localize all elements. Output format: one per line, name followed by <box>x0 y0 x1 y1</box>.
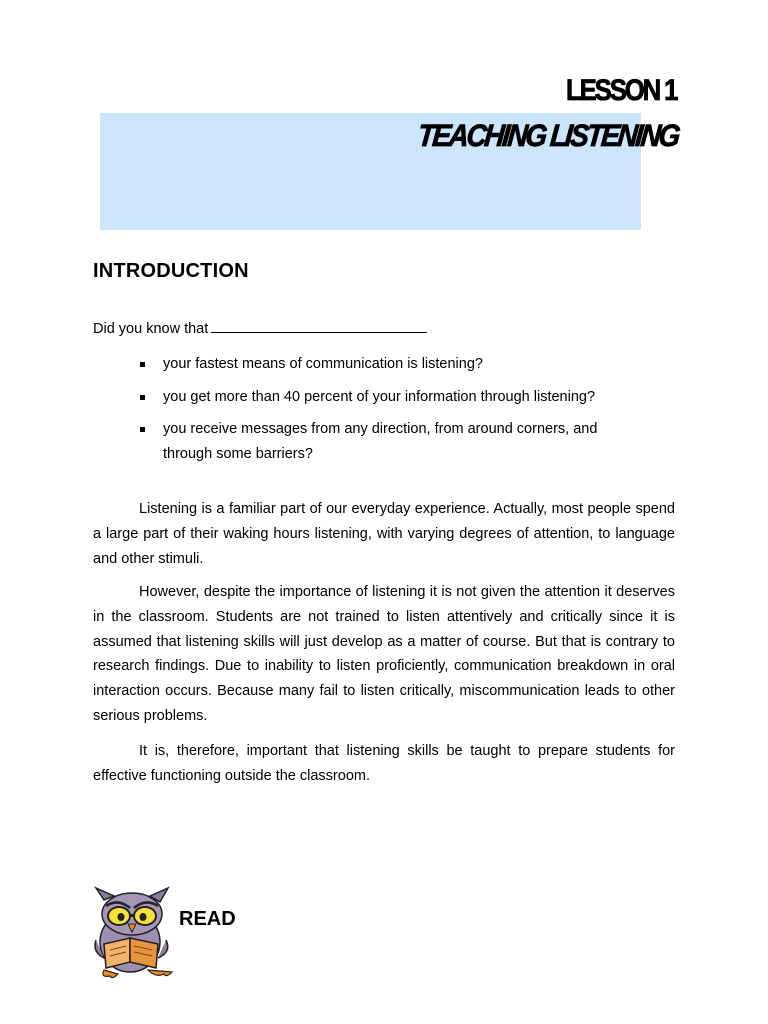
bullet-square-icon <box>140 362 145 367</box>
fill-in-blank-line <box>211 320 427 333</box>
bullet-text: your fastest means of communication is listening? <box>163 356 483 372</box>
intro-lead <box>93 320 427 337</box>
list-item <box>140 385 640 410</box>
paragraph: However, despite the importance of listening it is not given the attention it deserves in the classroom. Students are not trained to listen attentively and critically since it is assumed that listening skills will just develop as a matter of course. But that is contrary to research findings. Due to inability to listen proficiently, communication breakdown in oral interaction occurs. Because many fail to listen critically, miscommunication leads to other serious problems. <box>93 584 675 724</box>
bullet-list <box>140 352 640 475</box>
read-section-label: READ <box>179 908 236 930</box>
list-item <box>140 352 640 377</box>
list-item <box>140 417 640 467</box>
intro-lead-text: Did you know that <box>93 321 209 337</box>
bullet-square-icon <box>140 427 145 432</box>
section-heading-introduction: INTRODUCTION <box>93 260 249 282</box>
paragraph: Listening is a familiar part of our everyday experience. Actually, most people spend a large part of their waking hours listening, with varying degrees of attention, to language and other stimuli. <box>93 501 675 567</box>
bullet-square-icon <box>140 395 145 400</box>
lesson-title: TEACHING LISTENING <box>416 118 680 153</box>
paragraph: It is, therefore, important that listening skills be taught to prepare students for effective functioning outside the classroom. <box>93 743 675 784</box>
bullet-text: you receive messages from any direction, from around corners, and through some barriers? <box>163 421 598 462</box>
owl-reading-icon <box>86 886 178 980</box>
bullet-text: you get more than 40 percent of your information through listening? <box>163 388 596 405</box>
lesson-number: LESSON 1 <box>565 74 676 107</box>
